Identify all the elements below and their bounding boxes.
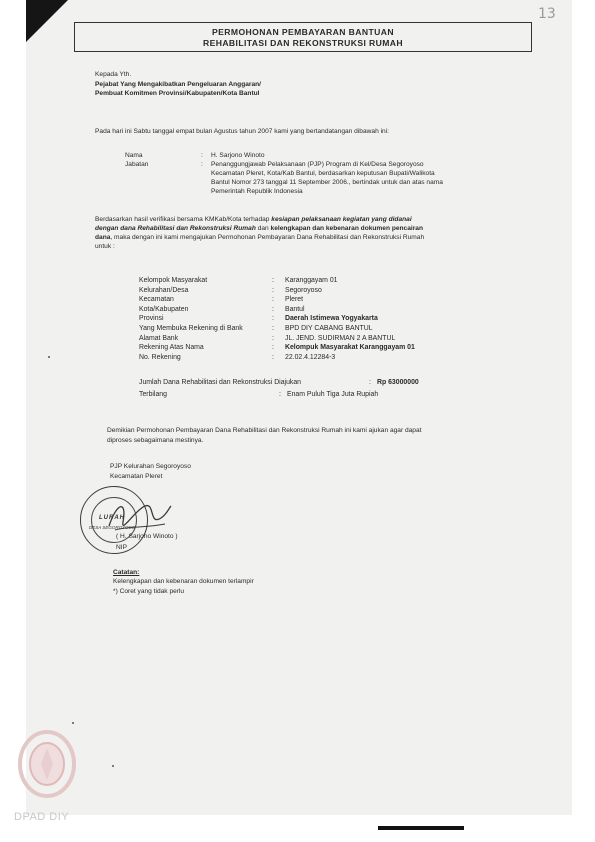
nama-value: H. Sarjono Winoto [211, 152, 265, 159]
detail-colon: : [272, 305, 274, 313]
stamp-sub-text: DESA SEGOROYOSO [89, 525, 136, 530]
paragraph-emphasis: dana [95, 234, 111, 241]
jumlah-value: Rp 63000000 [377, 379, 419, 386]
jabatan-line-2: Kecamatan Pleret, Kota/Kab Bantul, berdasarkan keputusan Bupati/Walikota [211, 170, 435, 177]
detail-value: JL. JEND. SUDIRMAN 2 A BANTUL [285, 334, 396, 342]
detail-colon: : [272, 315, 274, 323]
terbilang-colon: : [279, 391, 281, 398]
detail-label: No. Rekening [139, 353, 181, 361]
detail-label: Yang Membuka Rekening di Bank [139, 325, 243, 332]
detail-label: Kecamatan [139, 296, 174, 304]
detail-value: Karanggayam 01 [285, 277, 338, 284]
folded-corner [26, 0, 68, 42]
title-line-1: PERMOHONAN PEMBAYARAN BANTUAN [212, 27, 394, 37]
paragraph-emphasis: dengan dana Rehabilitasi dan Rekonstruksi Rumah [95, 225, 256, 232]
page-number: 13 [538, 6, 556, 22]
signature-nip: NIP [116, 544, 127, 551]
terbilang-label: Terbilang [139, 391, 167, 398]
nama-colon: : [201, 152, 203, 159]
paper-speck [48, 356, 50, 358]
jabatan-line-3: Bantul Nomor 273 tanggal 11 September 2006., bertindak untuk dan atas nama [211, 179, 443, 186]
bottom-bar [378, 826, 464, 830]
paragraph-text: , maka dengan ini kami mengajukan Permohonan Pembayaran Dana Rehabilitasi dan Rekonstruksi Rumah [110, 234, 425, 241]
paper-speck [112, 765, 114, 767]
emblem-watermark [16, 728, 78, 800]
detail-value: Segoroyoso [285, 286, 322, 294]
recipient-kepada: Kepada Yth. [95, 71, 132, 78]
detail-colon: : [272, 344, 274, 352]
detail-colon: : [272, 325, 274, 332]
detail-colon: : [272, 277, 274, 284]
detail-label: Rekening Atas Nama [139, 344, 204, 352]
paragraph-text: Berdasarkan hasil verifikasi bersama KMKab/Kota terhadap [95, 216, 272, 223]
recipient-line-2: Pembuat Komitmen Provinsi/Kabupaten/Kota Bantul [95, 90, 260, 97]
jabatan-line-4: Pemerintah Republik Indonesia [211, 188, 303, 195]
paragraph-emphasis: kelengkapan dan kebenaran dokumen pencairan [270, 225, 423, 232]
jumlah-label: Jumlah Dana Rehabilitasi dan Rekonstruksi Diajukan [139, 379, 302, 386]
paragraph-line-4: untuk : [95, 243, 115, 250]
recipient-line-1: Pejabat Yang Mengakibatkan Pengeluaran Anggaran/ [95, 81, 261, 88]
title-line-2: REHABILITASI DAN REKONSTRUKSI RUMAH [202, 38, 404, 48]
detail-value: Daerah Istimewa Yogyakarta [285, 315, 378, 323]
closing-line-1: Demikian Permohonan Pembayaran Dana Rehabilitasi dan Rekonstruksi Rumah ini kami ajukan agar dapat [107, 427, 422, 434]
document-paper [26, 0, 572, 815]
detail-value: BPD DIY CABANG BANTUL [285, 325, 373, 332]
detail-label: Kelompok Masyarakat [139, 277, 208, 284]
footer-logo-text: DPAD DIY [14, 811, 70, 823]
detail-label: Provinsi [139, 315, 164, 323]
detail-value: 22.02.4.12284-3 [285, 353, 336, 361]
signature-pjp: PJP Kelurahan Segoroyoso [110, 463, 191, 470]
paragraph-line-2 [95, 224, 423, 233]
detail-value: Bantul [285, 305, 305, 313]
jabatan-label: Jabatan [125, 161, 149, 168]
notes-heading: Catatan: [113, 569, 140, 576]
jabatan-line-1: Penanggungjawab Pelaksanaan (PJP) Program di Kel/Desa Segoroyoso [211, 161, 424, 168]
paragraph-text: dan [255, 225, 271, 232]
terbilang-value: Enam Puluh Tiga Juta Rupiah [287, 391, 379, 398]
opening-sentence: Pada hari ini Sabtu tanggal empat bulan Agustus tahun 2007 kami yang bertandatangan dibawah ini: [95, 128, 390, 135]
detail-label: Alamat Bank [139, 334, 179, 342]
title-box [74, 22, 532, 52]
signature-name: ( H. Sarjono Winoto ) [116, 533, 178, 540]
paragraph-emphasis: kesiapan pelaksanaan kegiatan yang didanai [271, 216, 412, 223]
signature-kecamatan: Kecamatan Pleret [110, 473, 163, 480]
closing-line-2: diproses sebagaimana mestinya. [107, 437, 204, 444]
detail-colon: : [272, 353, 274, 361]
notes-line-1: Kelengkapan dan kebenaran dokumen terlampir [113, 578, 254, 585]
stamp-center-text: LURAH [99, 515, 125, 521]
detail-value: Pleret [285, 296, 304, 304]
detail-label: Kota/Kabupaten [139, 305, 189, 313]
detail-colon: : [272, 296, 274, 304]
jumlah-colon: : [369, 379, 371, 386]
paragraph-line-1 [95, 215, 412, 224]
nama-label: Nama [125, 152, 143, 159]
detail-label: Kelurahan/Desa [139, 286, 189, 294]
paragraph-line-3 [95, 233, 424, 242]
detail-value: Kelompuk Masyarakat Karanggayam 01 [285, 344, 415, 352]
jabatan-colon: : [201, 161, 203, 168]
detail-colon: : [272, 334, 274, 342]
detail-colon: : [272, 286, 274, 294]
notes-line-2: *) Coret yang tidak perlu [113, 588, 185, 595]
paper-speck [72, 722, 74, 724]
